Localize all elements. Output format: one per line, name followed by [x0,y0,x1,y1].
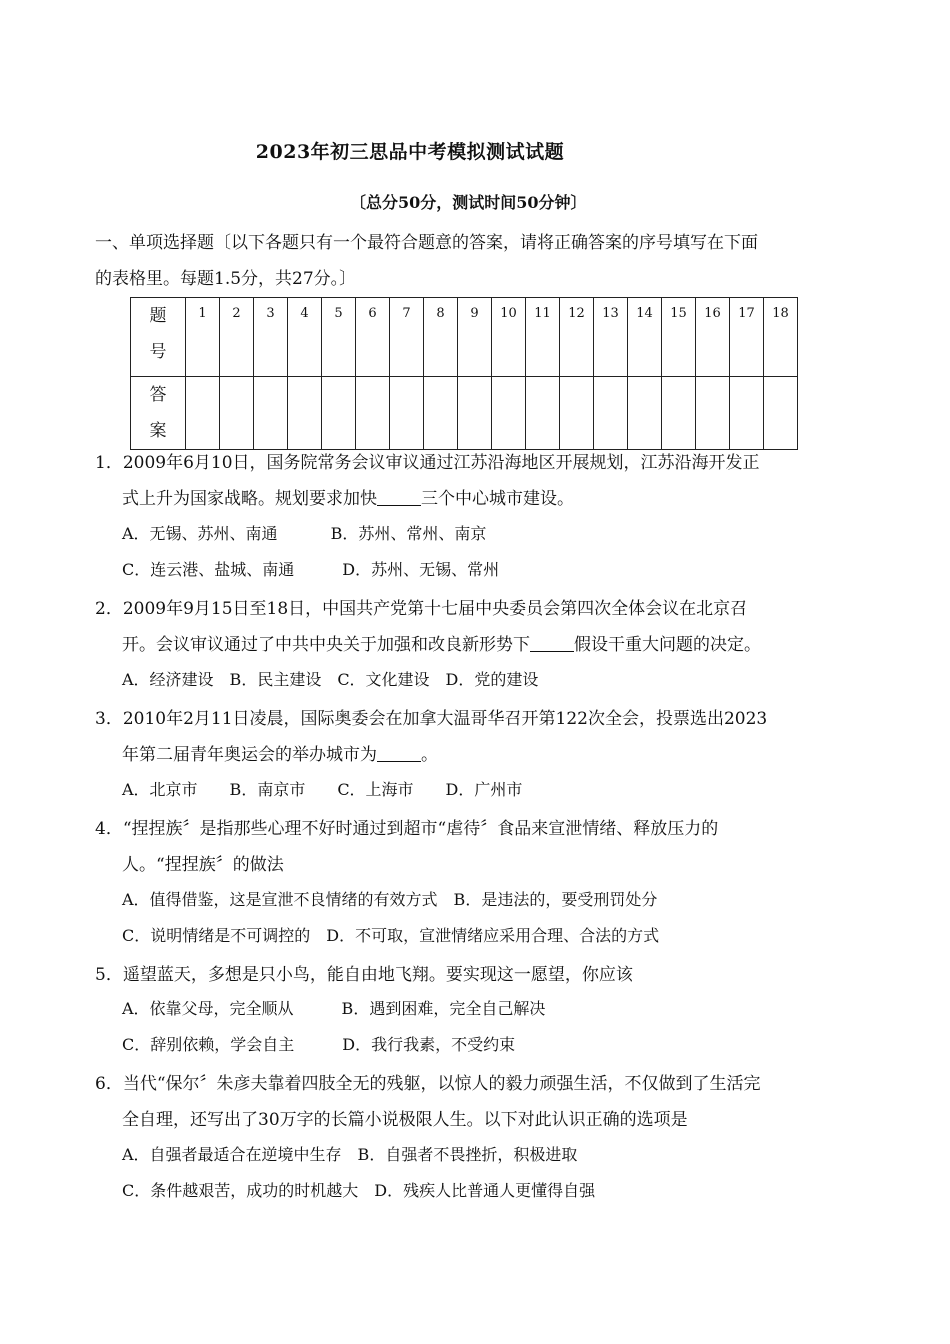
question-1-stem-cont: 式上升为国家战略。规划要求加快 三个中心城市建设。 [122,489,574,509]
question-number-cell: 16 [696,298,730,377]
answer-cell[interactable] [492,377,526,450]
table-header-question-no: 题 号 [131,298,186,377]
answer-cell[interactable] [288,377,322,450]
question-3-stem-cont: 年第二届青年奥运会的举办城市为 。 [122,745,438,765]
question-number-cell: 4 [288,298,322,377]
section-instruction-line2: 的表格里。每题1.5分，共27分。〕 [95,269,357,289]
answer-cell[interactable] [730,377,764,450]
question-5-options-ab: A．依靠父母，完全顺从 B．遇到困难，完全自己解决 [122,999,546,1018]
question-number-cell: 3 [254,298,288,377]
answer-cell[interactable] [458,377,492,450]
section-instruction-line1: 一、单项选择题〔以下各题只有一个最符合题意的答案，请将正确答案的序号填写在下面 [95,233,758,253]
question-3-stem: 3．2010年2月11日凌晨，国际奥委会在加拿大温哥华召开第122次全会，投票选出2023 [95,709,768,729]
answer-cell[interactable] [254,377,288,450]
question-number-cell: 14 [628,298,662,377]
question-1-options-ab: A．无锡、苏州、南通 B．苏州、常州、南京 [122,524,487,543]
answer-table-number-row [131,298,798,377]
question-number-cell: 2 [220,298,254,377]
question-number-cell: 9 [458,298,492,377]
question-number-cell: 6 [356,298,390,377]
question-4-stem-cont: 人。“捏捏族〞的做法 [122,855,284,875]
question-number-cell: 11 [526,298,560,377]
question-number-cell: 12 [560,298,594,377]
answer-cell[interactable] [662,377,696,450]
question-number-cell: 18 [764,298,798,377]
answer-cell[interactable] [628,377,662,450]
question-number-cell: 1 [186,298,220,377]
fill-blank [530,635,574,652]
question-3-options: A．北京市 B．南京市 C．上海市 D．广州市 [122,780,523,799]
question-number-cell: 10 [492,298,526,377]
question-2-stem-cont: 开。会议审议通过了中共中央关于加强和改良新形势下 假设干重大问题的决定。 [122,635,761,655]
answer-table-answer-row [131,377,798,450]
answer-cell[interactable] [560,377,594,450]
answer-cell[interactable] [696,377,730,450]
question-4-options-cd: C．说明情绪是不可调控的 D．不可取，宣泄情绪应采用合理、合法的方式 [122,926,660,945]
answer-cell[interactable] [764,377,798,450]
question-number-cell: 7 [390,298,424,377]
answer-cell[interactable] [424,377,458,450]
answer-cell[interactable] [220,377,254,450]
answer-table [130,297,798,450]
question-5-options-cd: C．辞别依赖，学会自主 D．我行我素，不受约束 [122,1035,516,1054]
table-header-answer: 答 案 [131,377,186,450]
exam-subtitle: 〔总分50分，测试时间50分钟〕 [350,193,587,212]
question-4-stem: 4．“捏捏族〞是指那些心理不好时通过到超市“虐待〞食品来宣泄情绪、释放压力的 [95,819,719,839]
question-2-options: A．经济建设 B．民主建设 C．文化建设 D．党的建设 [122,670,539,689]
fill-blank [377,745,421,762]
question-1-options-cd: C．连云港、盐城、南通 D．苏州、无锡、常州 [122,560,500,579]
question-number-cell: 8 [424,298,458,377]
answer-cell[interactable] [186,377,220,450]
answer-cell[interactable] [322,377,356,450]
question-number-cell: 5 [322,298,356,377]
question-6-options-cd: C．条件越艰苦，成功的时机越大 D．残疾人比普通人更懂得自强 [122,1181,596,1200]
question-number-cell: 17 [730,298,764,377]
fill-blank [377,489,421,506]
answer-cell[interactable] [526,377,560,450]
answer-cell[interactable] [356,377,390,450]
question-2-stem: 2．2009年9月15日至18日，中国共产党第十七届中央委员会第四次全体会议在北京召 [95,599,748,619]
question-number-cell: 13 [594,298,628,377]
question-1-stem: 1．2009年6月10日，国务院常务会议审议通过江苏沿海地区开展规划，江苏沿海开发正 [95,453,760,473]
question-6-stem: 6．当代“保尔〞朱彦夫靠着四肢全无的残躯，以惊人的毅力顽强生活，不仅做到了生活完 [95,1074,761,1094]
question-4-options-ab: A．值得借鉴，这是宣泄不良情绪的有效方式 B．是违法的，要受刑罚处分 [122,890,658,909]
question-6-stem-cont: 全自理，还写出了30万字的长篇小说极限人生。以下对此认识正确的选项是 [122,1110,688,1130]
page-title: 2023年初三思品中考模拟测试试题 [255,141,565,163]
question-number-cell: 15 [662,298,696,377]
question-5-stem: 5．遥望蓝天，多想是只小鸟，能自由地飞翔。要实现这一愿望，你应该 [95,965,633,985]
answer-cell[interactable] [390,377,424,450]
question-6-options-ab: A．自强者最适合在逆境中生存 B．自强者不畏挫折，积极进取 [122,1145,578,1164]
answer-cell[interactable] [594,377,628,450]
